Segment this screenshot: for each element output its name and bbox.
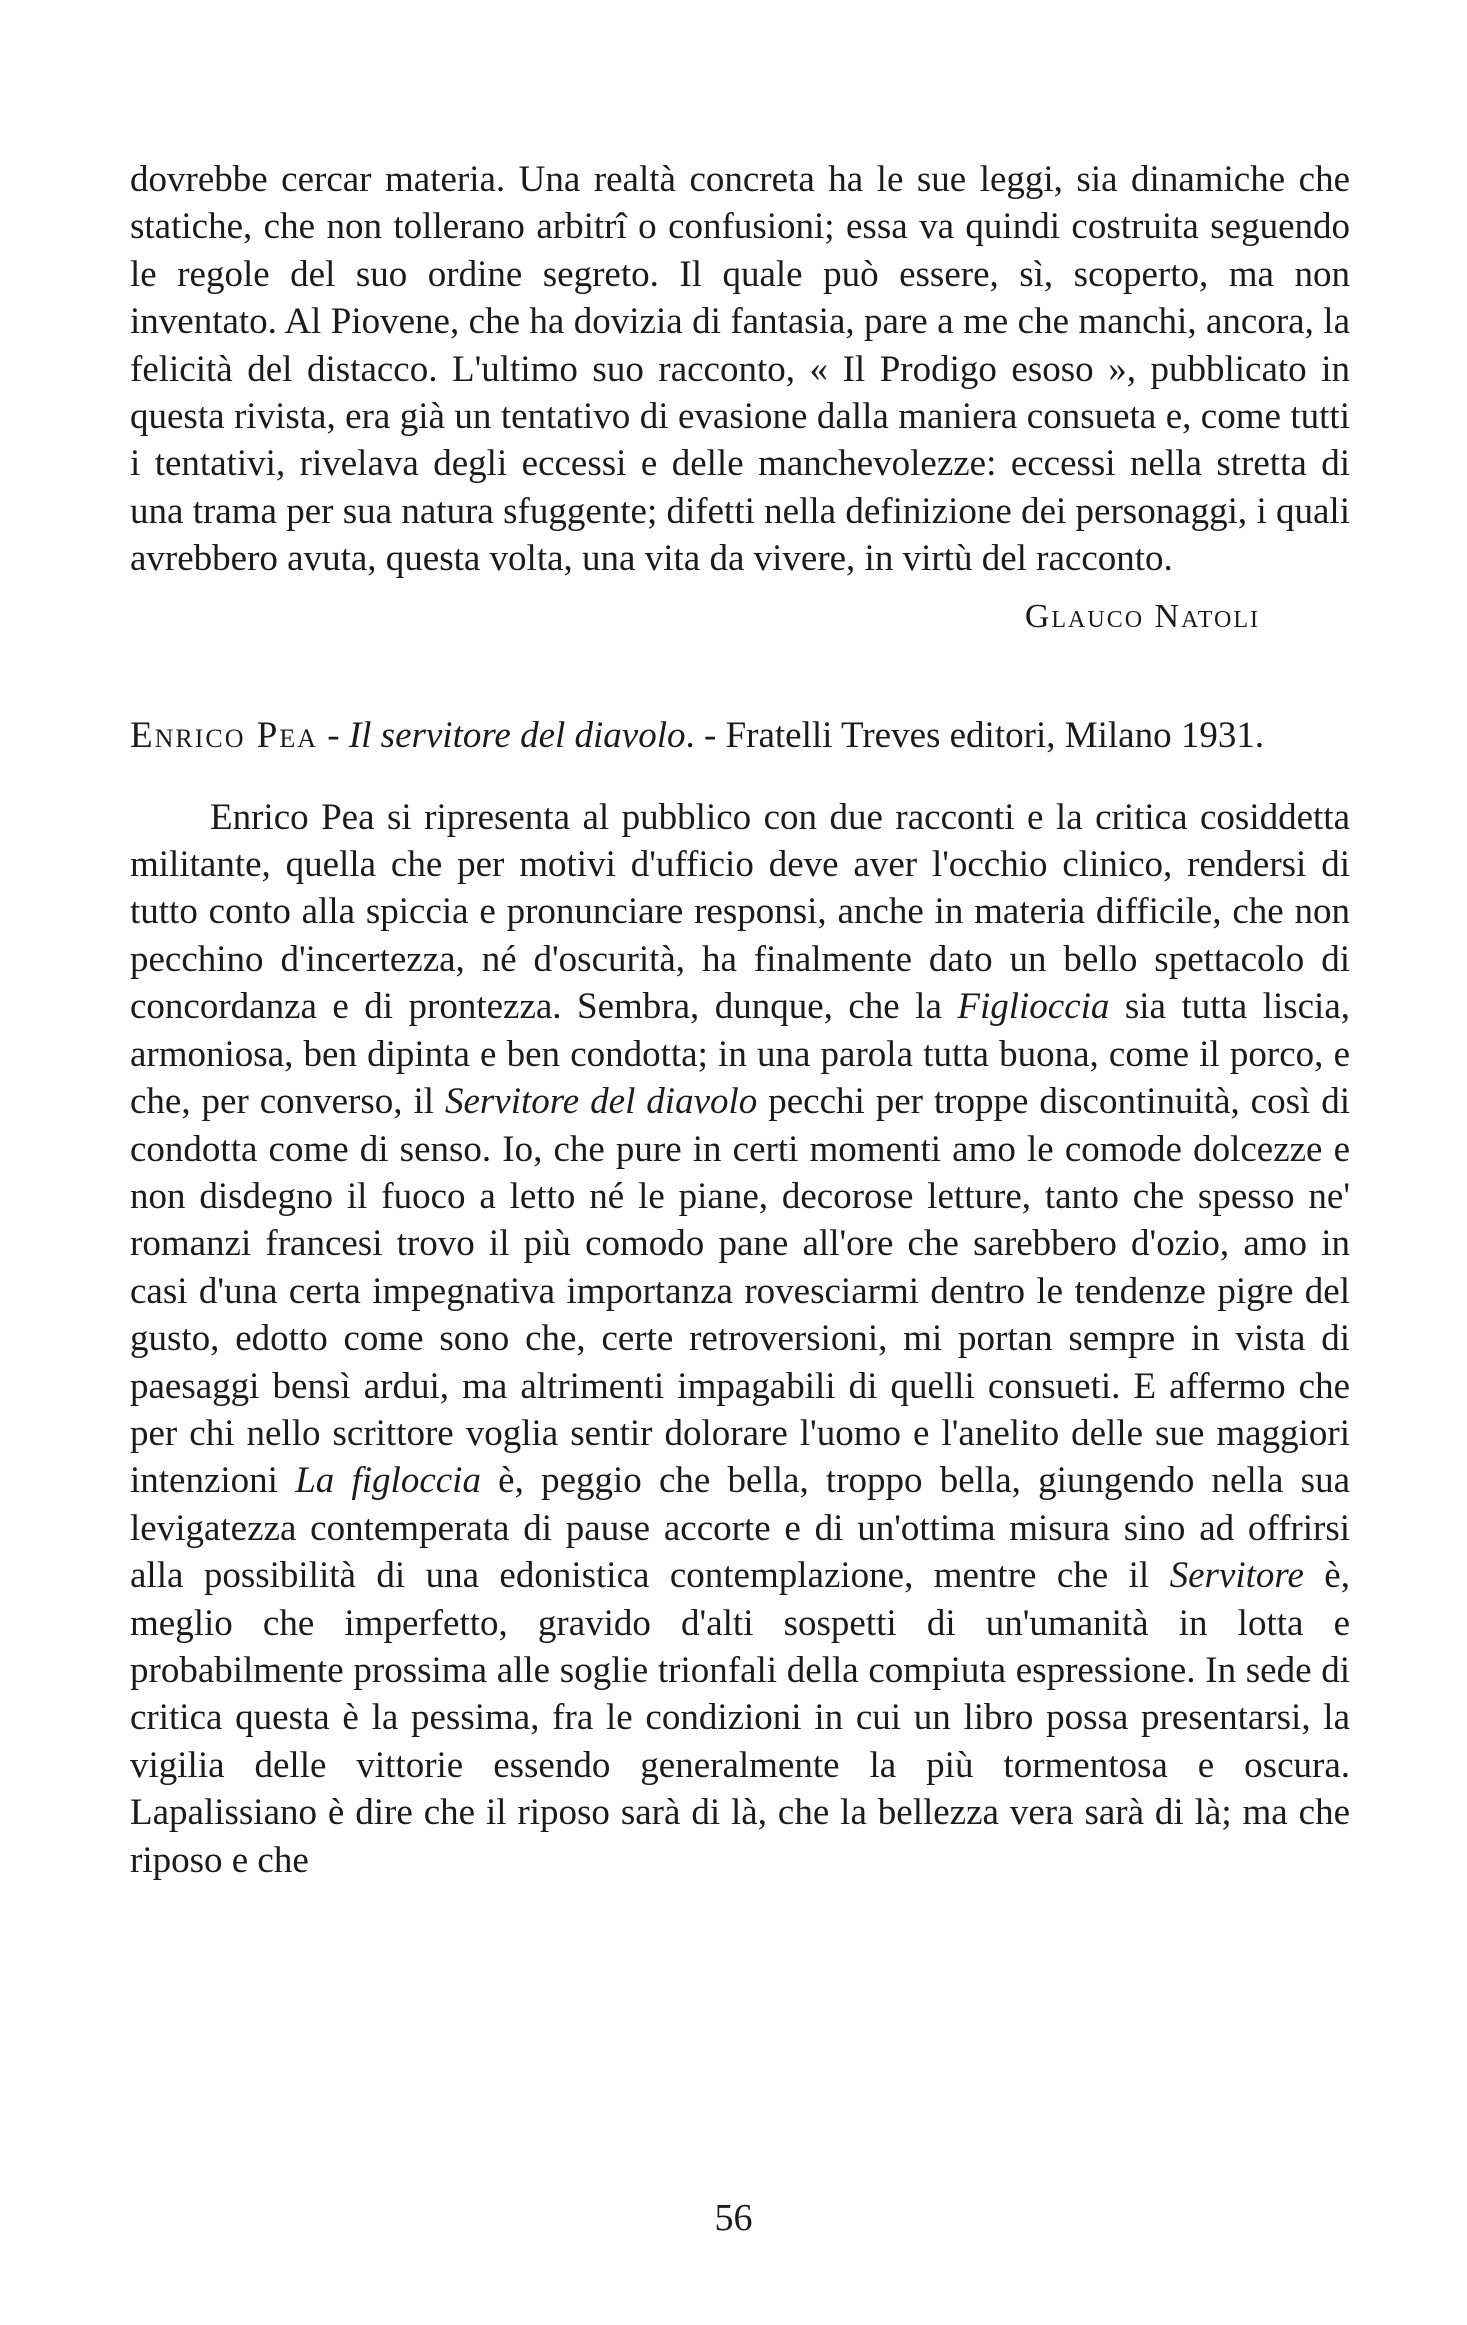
heading-separator: . - (685, 714, 726, 756)
body-text-segment: è, peggio che bella, troppo bella, giungendo nella sua levigatezza contemperata di pause accorte e di un'ottima misura sino ad offrirsi alla possibilità di una edonistica contemplazione, mentre che il (130, 1460, 1350, 1597)
body-text-segment: Enrico Pea si ripresenta al pubblico con due racconti e la critica cosiddetta militante, quella che per motivi d'ufficio deve aver l'occhio clinico, rendersi di tutto conto alla spiccia e pronunciare responsi, anche in materia difficile, che non pecchino d'incertezza, né d'oscurità, ha finalmente dato un bello spettacolo di concordanza e di prontezza. Sembra, dunque, che la (130, 796, 1350, 1028)
italic-title-servitore-del-diavolo: Servitore del diavolo (444, 1081, 758, 1123)
review-heading (130, 710, 1350, 762)
body-text-segment: è, meglio che imperfetto, gravido d'alti sospetti di un'umanità in lotta e probabilmente prossima alle soglie trionfali della compiuta espressione. In sede di critica questa è la pessima, fra le condizioni in cui un libro possa presentarsi, la vigilia delle vittorie essendo generalmente la più tormentosa e oscura. Lapalissiano è dire che il riposo sarà di là, che la bellezza vera sarà di là; ma che riposo e che (130, 1555, 1350, 1881)
heading-separator: - (317, 714, 349, 756)
body-text-segment: pecchi per troppe discontinuità, così di condotta come di senso. Io, che pure in certi momenti amo le comode dolcezze e non disdegno il fuoco a letto né le piane, decorose letture, tanto che spesso ne' romanzi francesi trovo il più comodo pane all'ore che sarebbero d'ozio, amo in casi d'una certa impegnativa importanza rovesciarmi dentro le tendenze pigre del gusto, edotto come sono che, certe retroversioni, mi portan sempre in vista di paesaggi bensì ardui, ma altrimenti impagabili di quelli consueti. E affermo che per chi nello scrittore voglia sentir dolorare l'uomo e l'anelito delle sue maggiori intenzioni (130, 1081, 1350, 1502)
review-author: Enrico Pea (130, 714, 318, 756)
body-text-segment: sia tutta liscia, armoniosa, ben dipinta e ben condotta; in una parola tutta buona, come il porco, e che, per converso, il (130, 986, 1350, 1123)
review-body-paragraph (130, 794, 1350, 1884)
book-title: Il servitore del diavolo (348, 714, 686, 756)
publisher-info: Fratelli Treves editori, Milano 1931. (725, 714, 1265, 756)
italic-title-la-figloccia: La figloccia (295, 1460, 481, 1502)
review-signature: Glauco Natoli (1024, 597, 1260, 635)
italic-title-figlioccia: Figlioccia (957, 986, 1110, 1028)
top-paragraph: dovrebbe cercar materia. Una realtà concreta ha le sue leggi, sia dinamiche che statiche, che non tollerano arbitrî o confusioni; essa va quindi costruita seguendo le regole del suo ordine segreto. Il quale può essere, sì, scoperto, ma non inventato. Al Piovene, che ha dovizia di fantasia, pare a me che manchi, ancora, la felicità del distacco. L'ultimo suo racconto, « Il Prodigo esoso », pubblicato in questa rivista, era già un tentativo di evasione dalla maniera consueta e, come tutti i tentativi, rivelava degli eccessi e delle manchevolezze: eccessi nella stretta di una trama per sua natura sfuggente; difetti nella definizione dei personaggi, i quali avrebbero avuta, questa volta, una vita da vivere, in virtù del racconto. (130, 159, 1350, 580)
italic-title-servitore: Servitore (1169, 1555, 1304, 1597)
text-column (130, 156, 1350, 1884)
page-number: 56 (714, 2197, 753, 2239)
